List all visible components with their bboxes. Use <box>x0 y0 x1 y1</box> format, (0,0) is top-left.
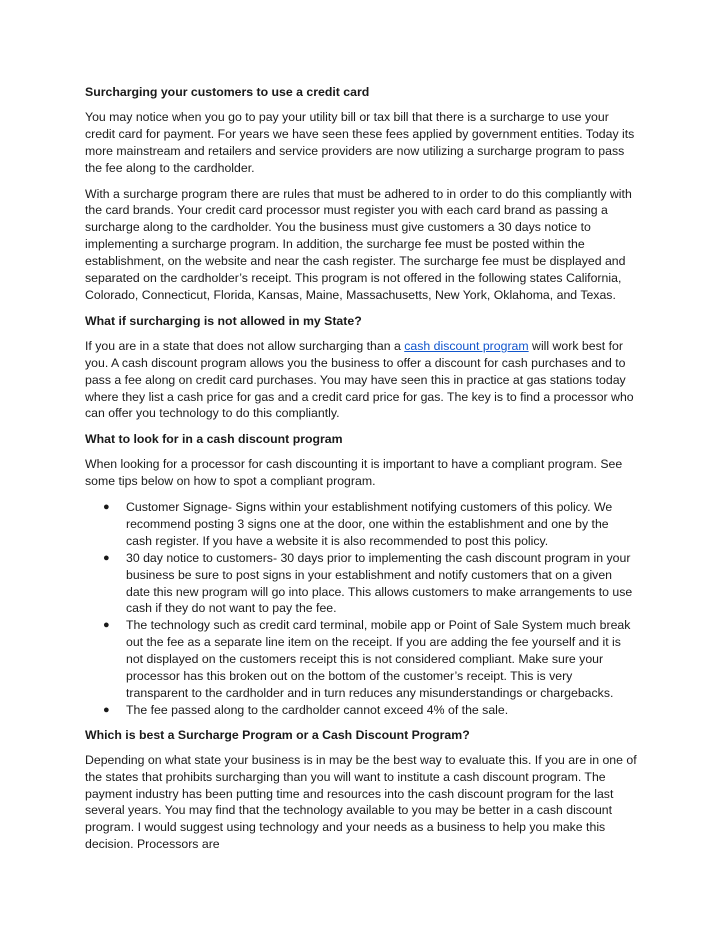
bullet-icon: ● <box>103 551 110 564</box>
document-page <box>85 84 637 862</box>
tips-list <box>85 499 637 719</box>
paragraph-evaluate: Depending on what state your business is in may be the best way to evaluate this. If you are in one of the states that prohibits surcharging than you will want to institute a cash discount program. The payment industry has been putting time and resources into the cash discount program for the last several years. You may find that the technology available to you may be better in a cash discount program. I would suggest using technology and your needs as a business to help you make this decision. Processors are <box>85 752 637 852</box>
list-item-text: Customer Signage- Signs within your establishment notifying customers of this policy. We recommend posting 3 signs one at the door, one within the establishment and one by the cash register. If you have a website it is also recommended to post this policy. <box>126 500 613 548</box>
heading-what-to-look-for: What to look for in a cash discount program <box>85 432 343 447</box>
paragraph-compliant-tips: When looking for a processor for cash discounting it is important to have a compliant program. See some tips below on how to spot a compliant program. <box>85 457 623 489</box>
list-item <box>85 499 637 550</box>
list-item-text: The technology such as credit card terminal, mobile app or Point of Sale System much break out the fee as a separate line item on the receipt. If you are adding the fee yourself and it is not displayed on the customers receipt this is not considered compliant. Make sure your processor has this broken out on the bottom of the customer’s receipt. This is very transparent to the cardholder and in turn reduces any misunderstandings or chargebacks. <box>126 618 631 700</box>
paragraph-surcharge-rules: With a surcharge program there are rules that must be adhered to in order to do this compliantly with the card brands. Your credit card processor must register you with each card brand as passing a surcharge along to the cardholder. You the business must give customers a 30 days notice to implementing a surcharge program. In addition, the surcharge fee must be posted within the establishment, on the website and near the cash register. The surcharge fee must be displayed and separated on the cardholder’s receipt. This program is not offered in the following states California, Colorado, Connecticut, Florida, Kansas, Maine, Massachusetts, New York, Oklahoma, and Texas. <box>85 186 632 302</box>
cash-discount-program-link[interactable]: cash discount program <box>404 338 529 353</box>
list-item-text: 30 day notice to customers- 30 days prior to implementing the cash discount program in your business be sure to post signs in your establishment and notify customers that on a given date this new program will go into place. This allows customers to make arrangements to use cash if they do not want to pay the fee. <box>126 550 633 616</box>
bullet-icon: ● <box>103 501 110 514</box>
list-item <box>85 550 637 618</box>
heading-surcharging: Surcharging your customers to use a credit card <box>85 85 370 99</box>
list-item-text: The fee passed along to the cardholder cannot exceed 4% of the sale. <box>126 702 509 717</box>
paragraph-text-after-link: will work best for you. A cash discount program allows you the business to offer a discount for cash purchases and to pass a fee along on credit card purchases. You may have seen this in practice at gas stations today where they list a cash price for gas and a credit card price for gas. The key is to find a processor who can offer you technology to do this compliantly. <box>85 338 634 421</box>
paragraph-cash-discount <box>85 338 637 423</box>
heading-which-is-best: Which is best a Surcharge Program or a Cash Discount Program? <box>85 727 470 742</box>
list-item <box>85 617 637 702</box>
list-item <box>85 702 637 719</box>
paragraph-text-before-link: If you are in a state that does not allow surcharging than a <box>85 338 405 353</box>
bullet-icon: ● <box>103 619 110 632</box>
paragraph-surcharge-intro: You may notice when you go to pay your utility bill or tax bill that there is a surcharge to use your credit card for payment. For years we have seen these fees applied by government entities. Today its more mainstream and retailers and service providers are now utilizing a surcharge program to pass the fee along to the cardholder. <box>85 109 635 175</box>
bullet-icon: ● <box>103 703 110 716</box>
heading-not-allowed: What if surcharging is not allowed in my State? <box>85 313 362 328</box>
